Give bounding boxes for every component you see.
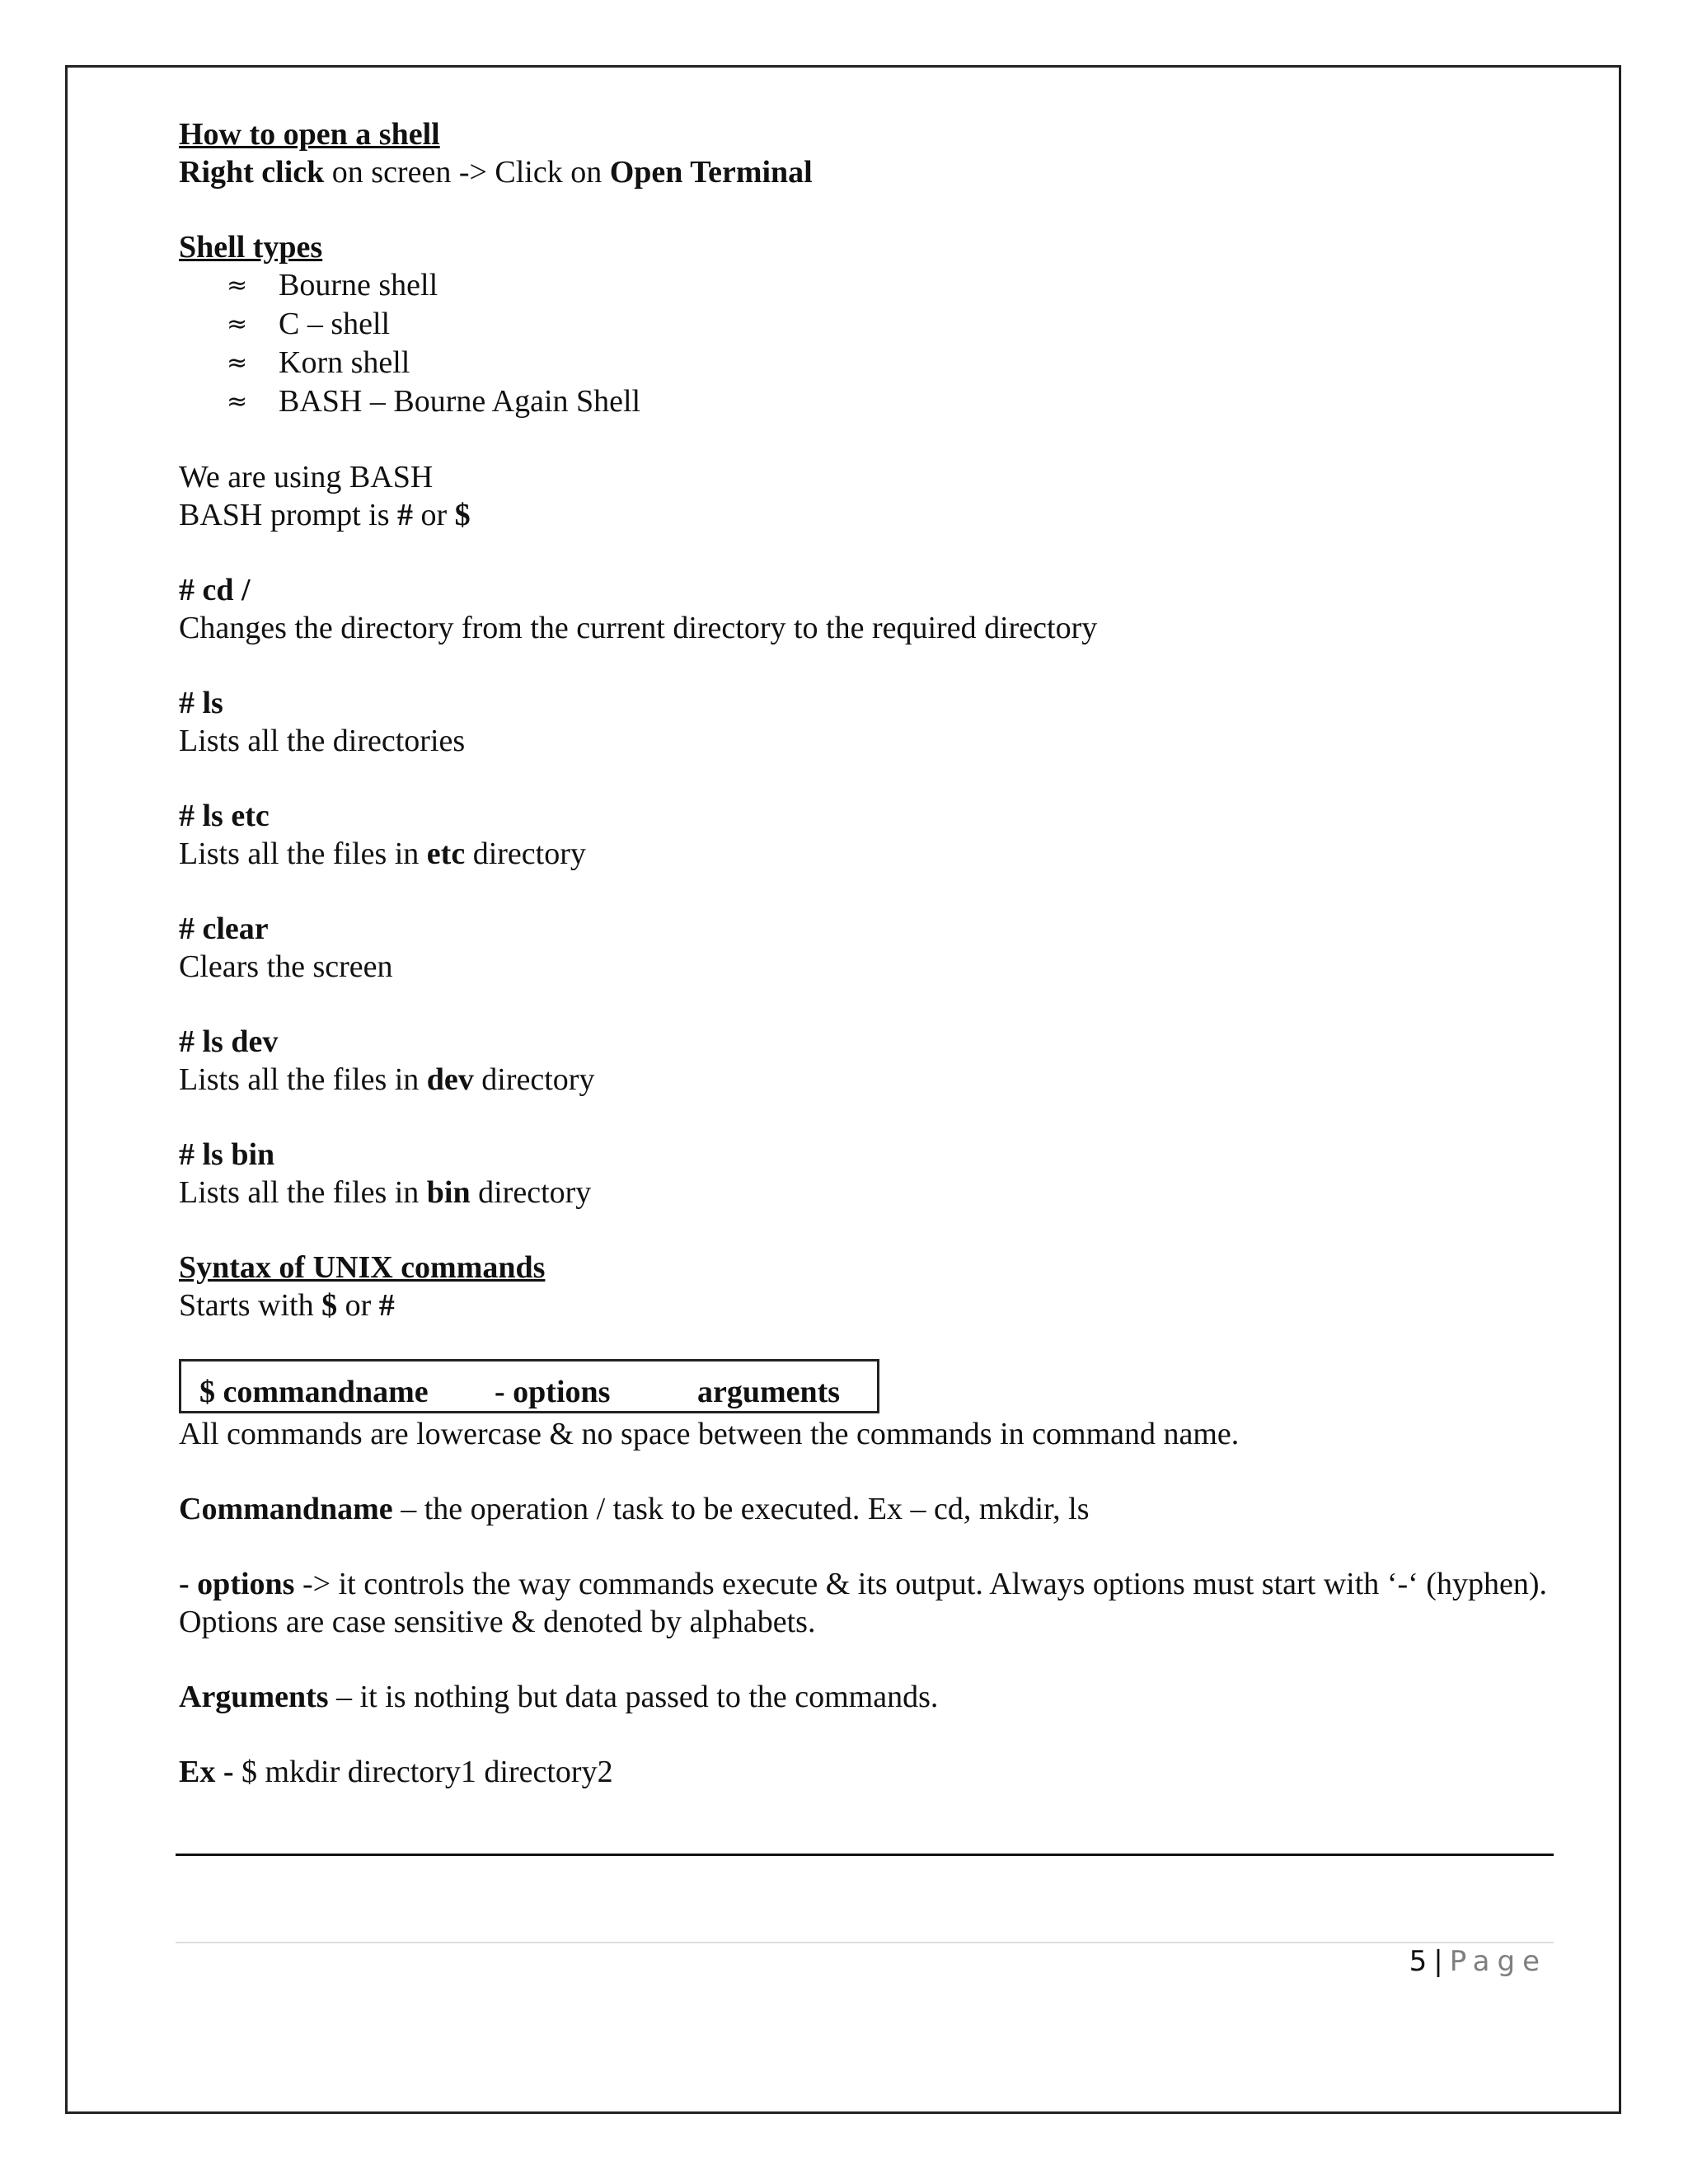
command-ls-dev-desc: Lists all the files in dev directory bbox=[179, 1062, 595, 1097]
bullet-icon: ≈ bbox=[227, 271, 248, 300]
arguments-definition: Arguments – it is nothing but data passed to the commands. bbox=[179, 1680, 939, 1714]
command-clear: # clear bbox=[179, 912, 269, 946]
bash-usage: We are using BASH bbox=[179, 460, 434, 494]
shell-types-list bbox=[179, 266, 1547, 421]
command-ls-dev: # ls dev bbox=[179, 1024, 279, 1059]
command-ls: # ls bbox=[179, 686, 223, 720]
heading-syntax: Syntax of UNIX commands bbox=[179, 1250, 546, 1285]
lowercase-note: All commands are lowercase & no space between the commands in command name. bbox=[179, 1417, 1240, 1451]
syntax-arguments: arguments bbox=[697, 1375, 841, 1409]
document-body bbox=[179, 115, 1547, 1791]
command-syntax-box bbox=[179, 1359, 879, 1413]
heading-open-shell: How to open a shell bbox=[179, 117, 440, 152]
command-ls-etc: # ls etc bbox=[179, 799, 270, 833]
command-ls-etc-desc: Lists all the files in etc directory bbox=[179, 837, 586, 871]
bullet-icon: ≈ bbox=[227, 387, 248, 416]
open-shell-instruction: Right click on screen -> Click on Open Terminal bbox=[179, 155, 813, 190]
command-ls-bin-desc: Lists all the files in bin directory bbox=[179, 1175, 592, 1210]
footer-divider bbox=[176, 1854, 1554, 1856]
syntax-commandname: $ commandname bbox=[199, 1375, 429, 1409]
bullet-icon: ≈ bbox=[227, 349, 248, 377]
list-item: ≈ Bourne shell bbox=[179, 266, 1547, 305]
bullet-icon: ≈ bbox=[227, 310, 248, 339]
page-number: 5 bbox=[1409, 1945, 1428, 1978]
syntax-starts-with: Starts with $ or # bbox=[179, 1288, 395, 1323]
page-separator: | bbox=[1433, 1945, 1443, 1978]
example-line: Ex - $ mkdir directory1 directory2 bbox=[179, 1755, 613, 1789]
bash-prompt: BASH prompt is # or $ bbox=[179, 498, 471, 532]
footer-light-divider bbox=[176, 1942, 1554, 1943]
command-ls-desc: Lists all the directories bbox=[179, 724, 466, 758]
page-footer bbox=[1409, 1945, 1547, 1978]
list-item: ≈ Korn shell bbox=[179, 344, 1547, 382]
list-item: ≈ BASH – Bourne Again Shell bbox=[179, 382, 1547, 421]
heading-shell-types: Shell types bbox=[179, 230, 323, 265]
command-ls-bin: # ls bin bbox=[179, 1137, 275, 1172]
command-cd-desc: Changes the directory from the current directory to the required directory bbox=[179, 611, 1098, 645]
commandname-definition: Commandname – the operation / task to be executed. Ex – cd, mkdir, ls bbox=[179, 1492, 1090, 1526]
command-cd: # cd / bbox=[179, 573, 251, 607]
syntax-options: - options bbox=[495, 1375, 611, 1409]
list-item: ≈ C – shell bbox=[179, 305, 1547, 344]
options-definition: - options -> it controls the way commands execute & its output. Always options must start with ‘-‘ (hyphen). Options are case sensitive & denoted by alphabets. bbox=[179, 1567, 1547, 1639]
page-label: Page bbox=[1449, 1945, 1547, 1978]
command-clear-desc: Clears the screen bbox=[179, 949, 393, 984]
